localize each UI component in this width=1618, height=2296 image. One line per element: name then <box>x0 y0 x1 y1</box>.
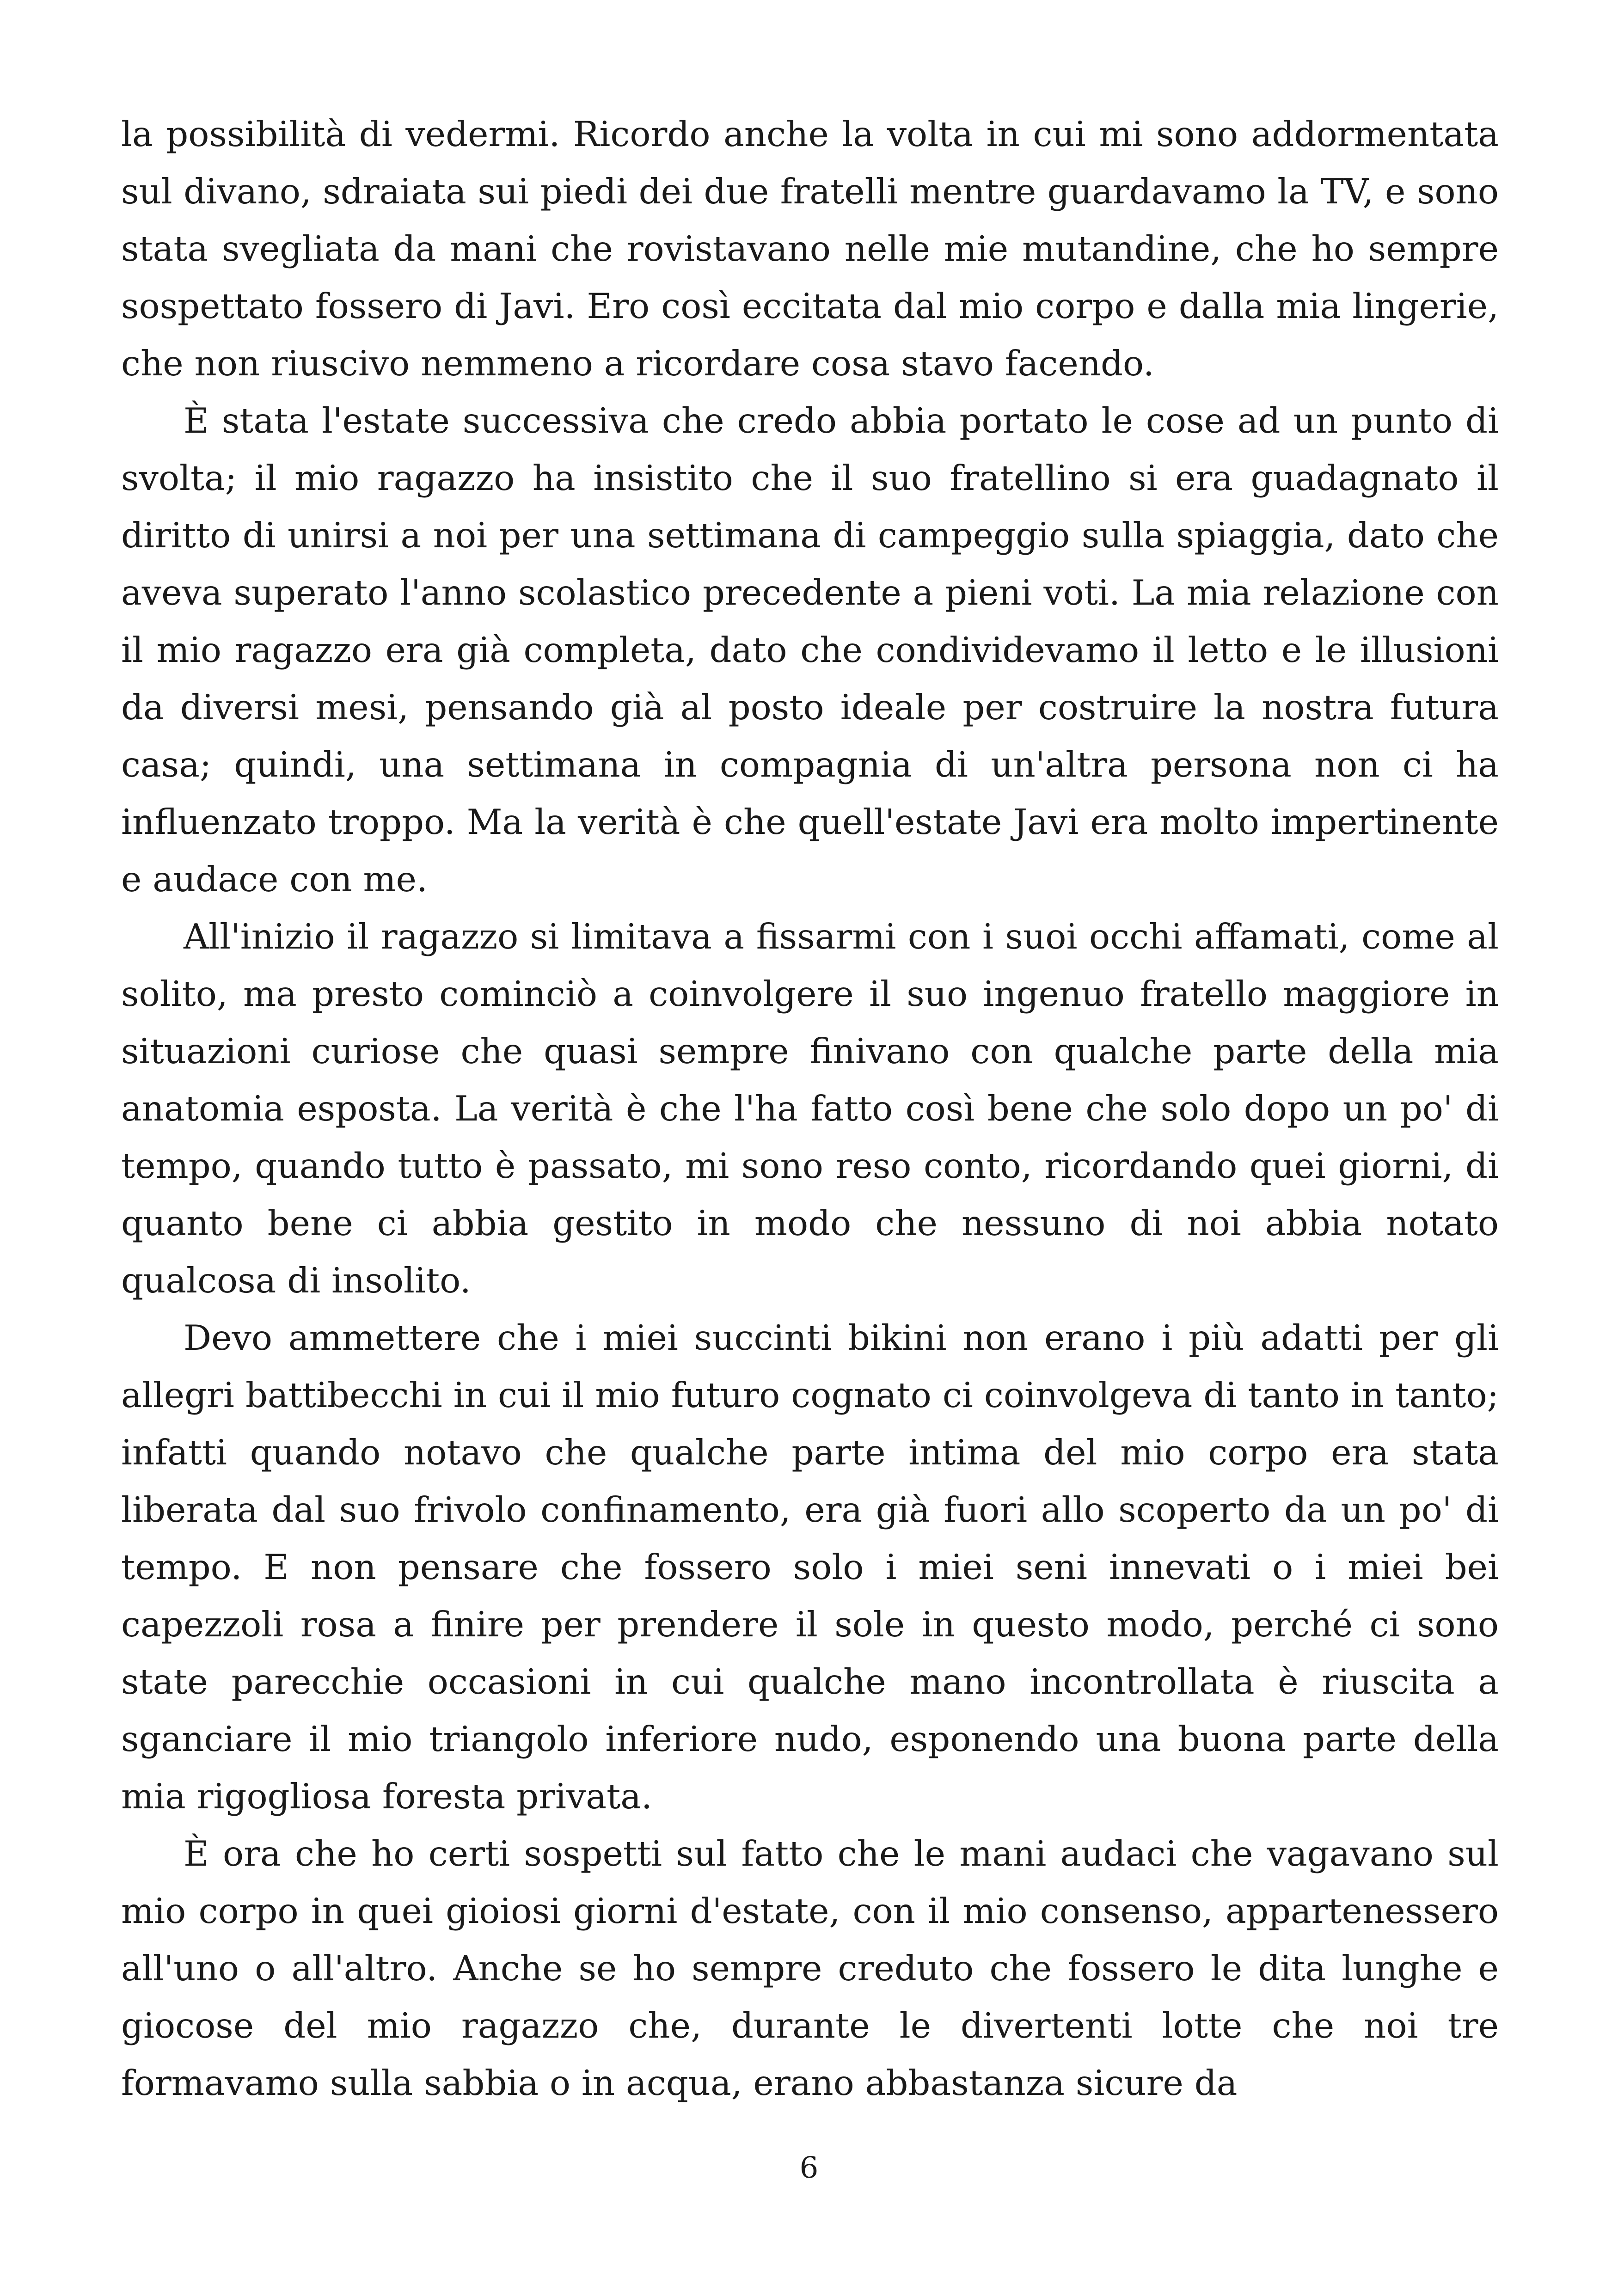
paragraph-1: la possibilità di vedermi. Ricordo anche la volta in cui mi sono addormentata sul divano, sdraiata sui piedi dei due fratelli mentre guardavamo la TV, e sono stata svegliata da mani che rovistavano nelle mie mutandine, che ho sempre sospettato fossero di Javi. Ero così eccitata dal mio corpo e dalla mia lingerie, che non riuscivo nemmeno a ricordare cosa stavo facendo. <box>121 114 1499 384</box>
body-text <box>121 105 1499 2112</box>
paragraph-3: All'inizio il ragazzo si limitava a fissarmi con i suoi occhi affamati, come al solito, ma presto cominciò a coinvolgere il suo ingenuo fratello maggiore in situazioni curiose che quasi sempre finivano con qualche parte della mia anatomia esposta. La verità è che l'ha fatto così bene che solo dopo un po' di tempo, quando tutto è passato, mi sono reso conto, ricordando quei giorni, di quanto bene ci abbia gestito in modo che nessuno di noi abbia notato qualcosa di insolito. <box>121 916 1499 1301</box>
paragraph-2: È stata l'estate successiva che credo abbia portato le cose ad un punto di svolta; il mio ragazzo ha insistito che il suo fratellino si era guadagnato il diritto di unirsi a noi per una settimana di campeggio sulla spiaggia, dato che aveva superato l'anno scolastico precedente a pieni voti. La mia relazione con il mio ragazzo era già completa, dato che condividevamo il letto e le illusioni da diversi mesi, pensando già al posto ideale per costruire la nostra futura casa; quindi, una settimana in compagnia di un'altra persona non ci ha influenzato troppo. Ma la verità è che quell'estate Javi era molto impertinente e audace con me. <box>121 400 1499 900</box>
paragraph-4: Devo ammettere che i miei succinti bikini non erano i più adatti per gli allegri battibecchi in cui il mio futuro cognato ci coinvolgeva di tanto in tanto; infatti quando notavo che qualche parte intima del mio corpo era stata liberata dal suo frivolo confinamento, era già fuori allo scoperto da un po' di tempo. E non pensare che fossero solo i miei seni innevati o i miei bei capezzoli rosa a finire per prendere il sole in questo modo, perché ci sono state parecchie occasioni in cui qualche mano incontrollata è riuscita a sganciare il mio triangolo inferiore nudo, esponendo una buona parte della mia rigogliosa foresta privata. <box>121 1317 1499 1817</box>
paragraph-5: È ora che ho certi sospetti sul fatto che le mani audaci che vagavano sul mio corpo in quei gioiosi giorni d'estate, con il mio consenso, appartenessero all'uno o all'altro. Anche se ho sempre creduto che fossero le dita lunghe e giocose del mio ragazzo che, durante le divertenti lotte che noi tre formavamo sulla sabbia o in acqua, erano abbastanza sicure da <box>121 1833 1499 2103</box>
page-number: 6 <box>799 2151 819 2185</box>
